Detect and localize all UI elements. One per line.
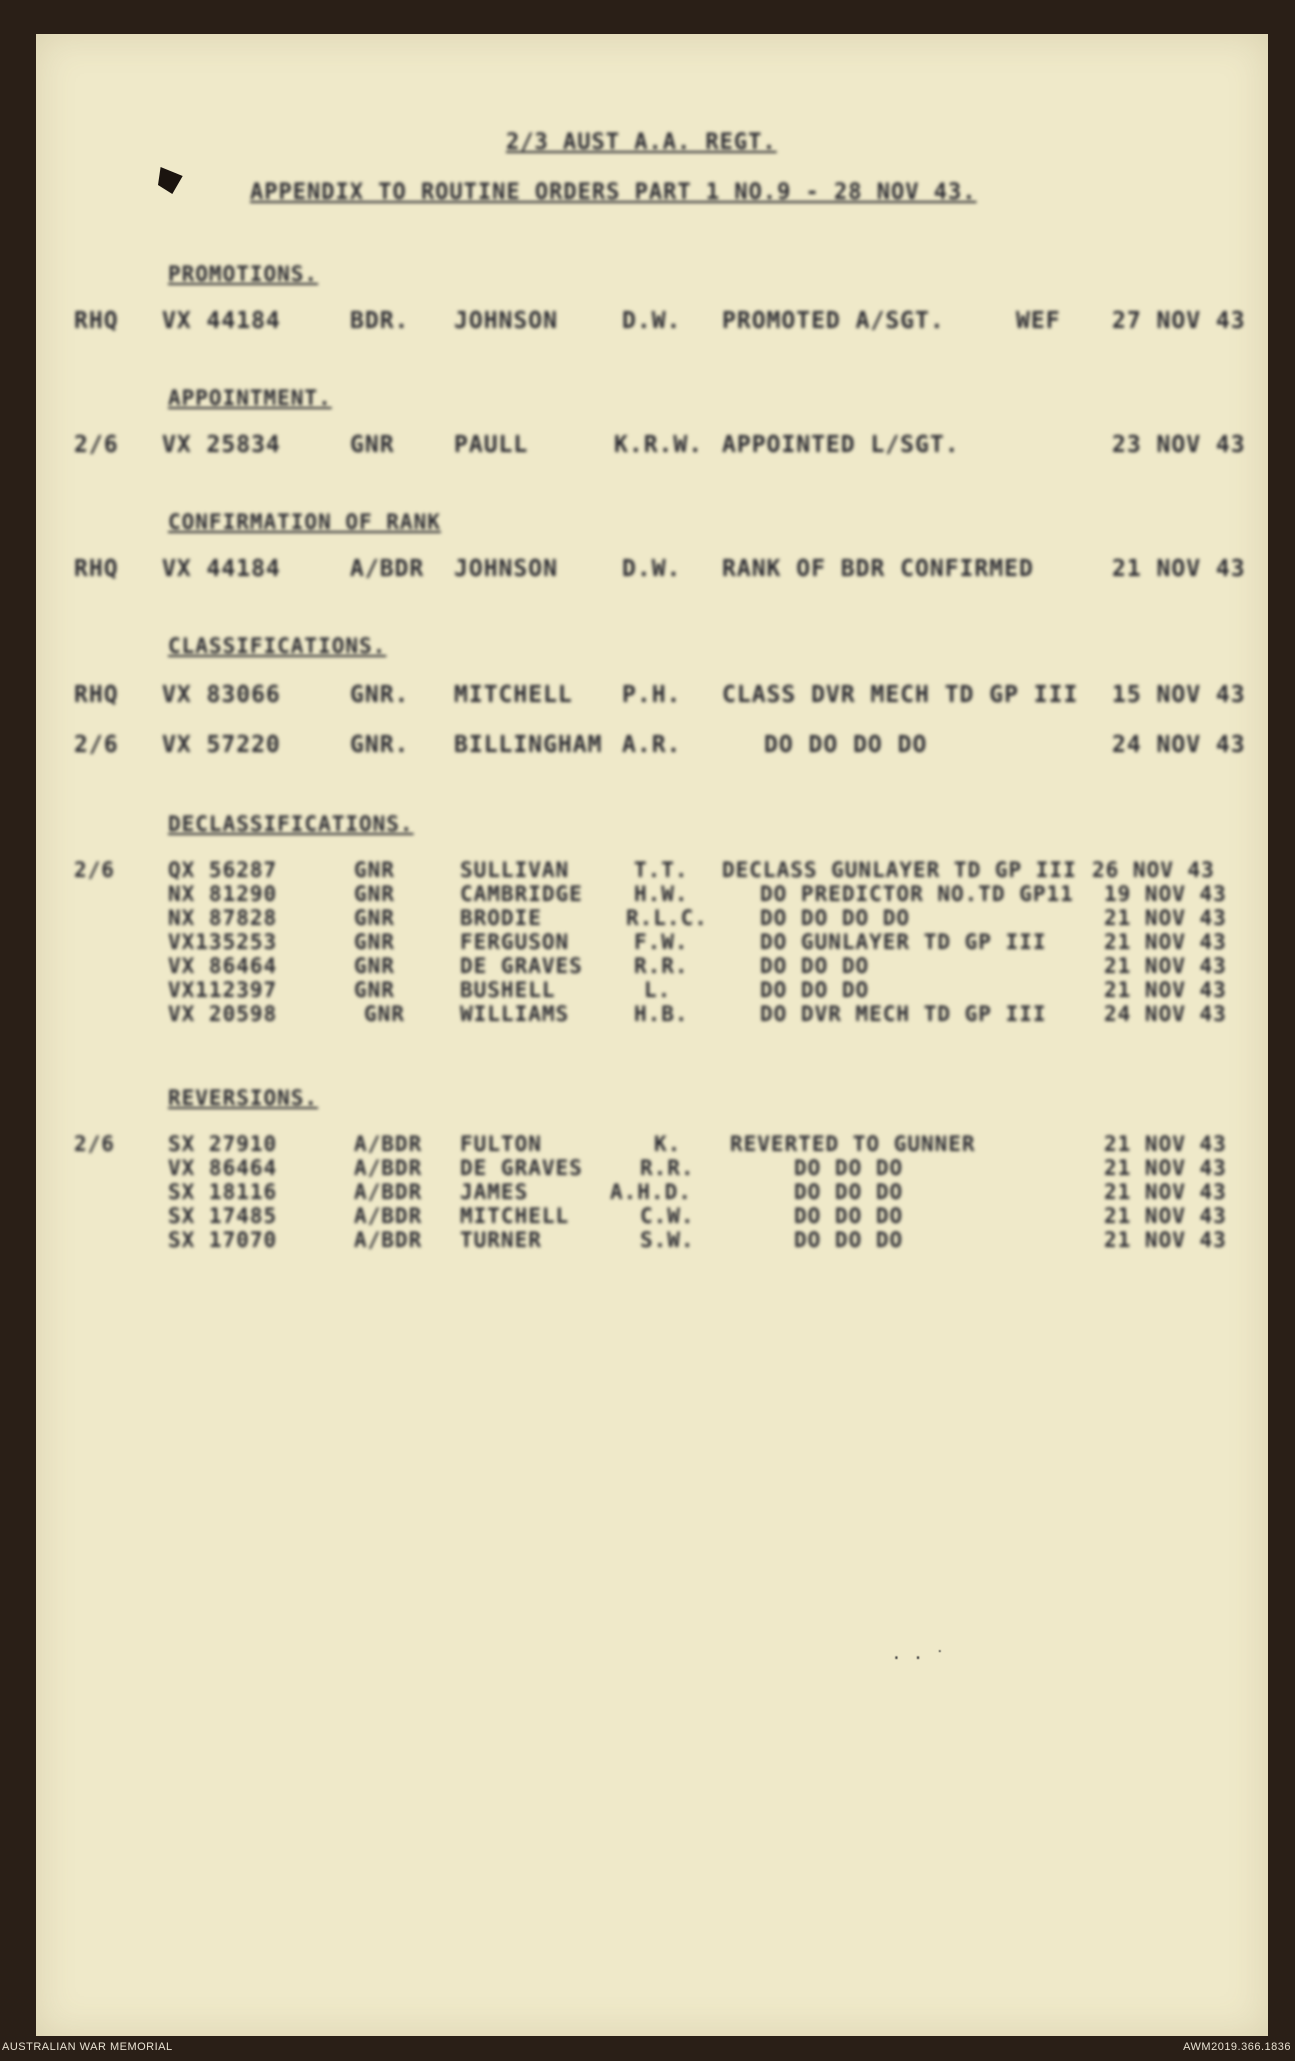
number-cell: VX 20598 (168, 1002, 278, 1026)
table-row (74, 682, 1246, 712)
number-cell: SX 17485 (168, 1204, 278, 1228)
initials-cell: D.W. (622, 556, 682, 582)
name-cell: DE GRAVES (460, 1156, 583, 1180)
name-cell: WILLIAMS (460, 1002, 570, 1026)
unit-cell: RHQ (74, 308, 119, 334)
number-cell: SX 17070 (168, 1228, 278, 1252)
number-cell: VX 25834 (162, 432, 281, 458)
unit-cell: 2/6 (74, 432, 119, 458)
section-heading-declassifications: DECLASSIFICATIONS. (168, 812, 414, 836)
date-cell: 26 NOV 43 (1092, 858, 1215, 882)
action-cell: DO DO DO (760, 954, 870, 978)
name-cell: BILLINGHAM (454, 732, 603, 758)
action-cell: DO DO DO (794, 1204, 904, 1228)
rank-cell: GNR (354, 858, 395, 882)
footer-right: AWM2019.366.1836 (1183, 2041, 1291, 2053)
name-cell: FULTON (460, 1132, 542, 1156)
date-cell: 21 NOV 43 (1104, 1228, 1227, 1252)
section-heading-classifications: CLASSIFICATIONS. (168, 634, 387, 658)
rank-cell: A/BDR (354, 1132, 423, 1156)
section-heading-confirmation: CONFIRMATION OF RANK (168, 510, 441, 534)
unit-heading: 2/3 AUST A.A. REGT. (506, 130, 777, 155)
date-cell: 23 NOV 43 (1112, 432, 1246, 458)
name-cell: CAMBRIDGE (460, 882, 583, 906)
table-row (74, 732, 1246, 762)
date-cell: 24 NOV 43 (1112, 732, 1246, 758)
rank-cell: BDR. (350, 308, 410, 334)
initials-cell: H.W. (634, 882, 689, 906)
date-cell: 21 NOV 43 (1104, 1180, 1227, 1204)
section-heading-reversions: REVERSIONS. (168, 1086, 319, 1110)
number-cell: VX 86464 (168, 954, 278, 978)
rank-cell: GNR (354, 882, 395, 906)
initials-cell: C.W. (640, 1204, 695, 1228)
date-cell: 21 NOV 43 (1104, 906, 1227, 930)
table-row (74, 432, 1246, 462)
table-row (74, 1228, 1254, 1258)
footer-left: AUSTRALIAN WAR MEMORIAL (2, 2041, 173, 2053)
date-cell: 21 NOV 43 (1104, 978, 1227, 1002)
table-row (74, 1002, 1244, 1032)
initials-cell: H.B. (634, 1002, 689, 1026)
action-cell: DO DO DO DO (764, 732, 928, 758)
rank-cell: A/BDR (354, 1228, 423, 1252)
rank-cell: GNR. (350, 682, 410, 708)
name-cell: MITCHELL (460, 1204, 570, 1228)
name-cell: PAULL (454, 432, 529, 458)
number-cell: QX 56287 (168, 858, 278, 882)
document-subtitle: APPENDIX TO ROUTINE ORDERS PART 1 NO.9 - 28 NOV 43. (250, 180, 977, 205)
action-cell: DO DO DO DO (760, 906, 911, 930)
date-cell: 21 NOV 43 (1104, 1156, 1227, 1180)
action-cell: DECLASS GUNLAYER TD GP III (722, 858, 1077, 882)
number-cell: SX 18116 (168, 1180, 278, 1204)
action-cell: DO GUNLAYER TD GP III (760, 930, 1047, 954)
rank-cell: GNR (354, 906, 395, 930)
rank-cell: GNR (354, 954, 395, 978)
number-cell: VX 86464 (168, 1156, 278, 1180)
document-page (36, 34, 1268, 2036)
rank-cell: GNR (354, 930, 395, 954)
date-cell: 21 NOV 43 (1104, 930, 1227, 954)
rank-cell: GNR (350, 432, 395, 458)
unit-cell: 2/6 (74, 732, 119, 758)
action-cell: DO DO DO (794, 1156, 904, 1180)
initials-cell: A.H.D. (610, 1180, 692, 1204)
rank-cell: A/BDR (354, 1156, 423, 1180)
date-cell: 15 NOV 43 (1112, 682, 1246, 708)
unit-cell: 2/6 (74, 858, 115, 882)
date-cell: 19 NOV 43 (1104, 882, 1227, 906)
name-cell: JAMES (460, 1180, 529, 1204)
date-cell: 27 NOV 43 (1112, 308, 1246, 334)
name-cell: FERGUSON (460, 930, 570, 954)
action-cell: REVERTED TO GUNNER (730, 1132, 976, 1156)
action-cell: RANK OF BDR CONFIRMED (722, 556, 1034, 582)
extra-cell: WEF (1016, 308, 1061, 334)
table-row (74, 556, 1246, 586)
rank-cell: A/BDR (350, 556, 425, 582)
name-cell: MITCHELL (454, 682, 573, 708)
date-cell: 21 NOV 43 (1112, 556, 1246, 582)
initials-cell: K. (654, 1132, 682, 1156)
initials-cell: L. (644, 978, 672, 1002)
action-cell: PROMOTED A/SGT. (722, 308, 945, 334)
name-cell: DE GRAVES (460, 954, 583, 978)
rank-cell: GNR (354, 978, 395, 1002)
initials-cell: R.L.C. (626, 906, 708, 930)
action-cell: APPOINTED L/SGT. (722, 432, 960, 458)
date-cell: 21 NOV 43 (1104, 1204, 1227, 1228)
date-cell: 21 NOV 43 (1104, 954, 1227, 978)
name-cell: JOHNSON (454, 308, 558, 334)
number-cell: SX 27910 (168, 1132, 278, 1156)
section-heading-promotions: PROMOTIONS. (168, 262, 319, 286)
initials-cell: D.W. (622, 308, 682, 334)
number-cell: VX135253 (168, 930, 278, 954)
initials-cell: P.H. (622, 682, 682, 708)
action-cell: DO DO DO (760, 978, 870, 1002)
action-cell: CLASS DVR MECH TD GP III (722, 682, 1079, 708)
initials-cell: T.T. (634, 858, 689, 882)
table-row (74, 308, 1246, 338)
name-cell: JOHNSON (454, 556, 558, 582)
rank-cell: GNR. (350, 732, 410, 758)
unit-cell: RHQ (74, 682, 119, 708)
initials-cell: A.R. (622, 732, 682, 758)
ink-speck: · · ˙ (891, 1648, 946, 1669)
action-cell: DO PREDICTOR NO.TD GP11 (760, 882, 1074, 906)
rank-cell: A/BDR (354, 1180, 423, 1204)
rank-cell: A/BDR (354, 1204, 423, 1228)
punched-hole (158, 164, 184, 194)
number-cell: VX 44184 (162, 308, 281, 334)
number-cell: NX 81290 (168, 882, 278, 906)
number-cell: VX 57220 (162, 732, 281, 758)
number-cell: NX 87828 (168, 906, 278, 930)
initials-cell: R.R. (640, 1156, 695, 1180)
initials-cell: S.W. (640, 1228, 695, 1252)
name-cell: TURNER (460, 1228, 542, 1252)
name-cell: BRODIE (460, 906, 542, 930)
initials-cell: K.R.W. (614, 432, 704, 458)
name-cell: SULLIVAN (460, 858, 570, 882)
unit-cell: RHQ (74, 556, 119, 582)
action-cell: DO DO DO (794, 1228, 904, 1252)
initials-cell: F.W. (634, 930, 689, 954)
action-cell: DO DO DO (794, 1180, 904, 1204)
number-cell: VX112397 (168, 978, 278, 1002)
section-heading-appointment: APPOINTMENT. (168, 386, 332, 410)
initials-cell: R.R. (634, 954, 689, 978)
number-cell: VX 83066 (162, 682, 281, 708)
date-cell: 24 NOV 43 (1104, 1002, 1227, 1026)
number-cell: VX 44184 (162, 556, 281, 582)
date-cell: 21 NOV 43 (1104, 1132, 1227, 1156)
name-cell: BUSHELL (460, 978, 556, 1002)
unit-cell: 2/6 (74, 1132, 115, 1156)
action-cell: DO DVR MECH TD GP III (760, 1002, 1047, 1026)
rank-cell: GNR (364, 1002, 405, 1026)
